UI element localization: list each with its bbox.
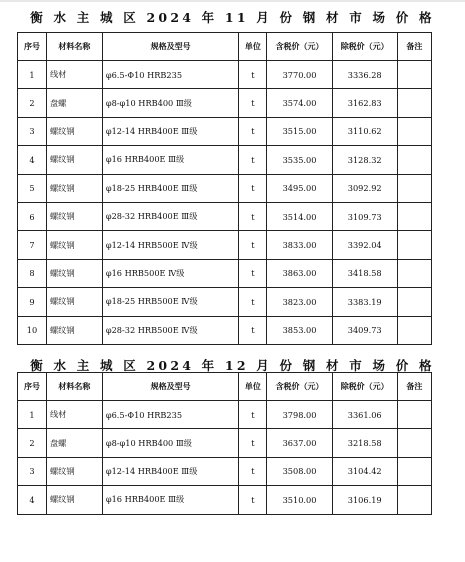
- cell-tax-price: 3508.00: [267, 457, 332, 485]
- cell-material-name: 盘螺: [46, 429, 102, 457]
- cell-note: [397, 174, 431, 202]
- header-cell-no: 序号: [18, 33, 47, 61]
- table-row: [18, 174, 432, 202]
- section-title-november: 衡 水 主 城 区 2024 年 11 月 份 钢 材 市 场 价 格: [30, 10, 435, 25]
- cell-pretax-price: 3092.92: [332, 174, 397, 202]
- cell-material-name: 线材: [46, 401, 102, 429]
- cell-pretax-price: 3162.83: [332, 89, 397, 117]
- cell-unit: t: [239, 117, 267, 145]
- table-row: [18, 486, 432, 514]
- cell-tax-price: 3535.00: [267, 146, 332, 174]
- header-cell-tax-price: 含税价（元）: [267, 33, 332, 61]
- cell-note: [397, 316, 431, 344]
- cell-spec: φ18-25 HRB400E Ⅲ级: [102, 174, 239, 202]
- cell-no: 2: [18, 429, 47, 457]
- cell-unit: t: [239, 429, 267, 457]
- cell-tax-price: 3515.00: [267, 117, 332, 145]
- cell-spec: φ16 HRB400E Ⅲ级: [102, 486, 239, 514]
- cell-no: 5: [18, 174, 47, 202]
- cell-tax-price: 3833.00: [267, 231, 332, 259]
- table-row: [18, 457, 432, 485]
- cell-spec: φ12-14 HRB400E Ⅲ级: [102, 117, 239, 145]
- cell-material-name: 螺纹钢: [46, 117, 102, 145]
- cell-material-name: 螺纹钢: [46, 259, 102, 287]
- cell-spec: φ8-φ10 HRB400 Ⅲ级: [102, 89, 239, 117]
- table-row: [18, 316, 432, 344]
- cell-tax-price: 3863.00: [267, 259, 332, 287]
- cell-spec: φ28-32 HRB400E Ⅲ级: [102, 202, 239, 230]
- cell-pretax-price: 3106.19: [332, 486, 397, 514]
- cell-note: [397, 457, 431, 485]
- cell-tax-price: 3853.00: [267, 316, 332, 344]
- cell-material-name: 螺纹钢: [46, 457, 102, 485]
- cell-pretax-price: 3128.32: [332, 146, 397, 174]
- header-cell-unit: 单位: [239, 373, 267, 401]
- cell-unit: t: [239, 89, 267, 117]
- cell-note: [397, 146, 431, 174]
- cell-note: [397, 89, 431, 117]
- cell-pretax-price: 3392.04: [332, 231, 397, 259]
- header-cell-pretax-price: 除税价（元）: [332, 33, 397, 61]
- table-header-row: [18, 373, 432, 401]
- cell-unit: t: [239, 457, 267, 485]
- cell-note: [397, 117, 431, 145]
- price-table-december: [17, 372, 432, 515]
- header-cell-note: 备注: [397, 373, 431, 401]
- cell-unit: t: [239, 202, 267, 230]
- cell-pretax-price: 3336.28: [332, 61, 397, 89]
- cell-note: [397, 231, 431, 259]
- header-cell-pretax-price: 除税价（元）: [332, 373, 397, 401]
- cell-pretax-price: 3104.42: [332, 457, 397, 485]
- cell-tax-price: 3574.00: [267, 89, 332, 117]
- cell-note: [397, 288, 431, 316]
- cell-spec: φ6.5-Φ10 HRB235: [102, 401, 239, 429]
- cell-spec: φ12-14 HRB400E Ⅲ级: [102, 457, 239, 485]
- cell-unit: t: [239, 259, 267, 287]
- cell-material-name: 螺纹钢: [46, 316, 102, 344]
- section-title-december: 衡 水 主 城 区 2024 年 12 月 份 钢 材 市 场 价 格: [30, 358, 435, 373]
- table-row: [18, 89, 432, 117]
- cell-pretax-price: 3409.73: [332, 316, 397, 344]
- cell-spec: φ16 HRB500E Ⅳ级: [102, 259, 239, 287]
- table-row: [18, 202, 432, 230]
- cell-no: 7: [18, 231, 47, 259]
- cell-spec: φ8-φ10 HRB400 Ⅲ级: [102, 429, 239, 457]
- cell-pretax-price: 3418.58: [332, 259, 397, 287]
- cell-no: 6: [18, 202, 47, 230]
- cell-tax-price: 3514.00: [267, 202, 332, 230]
- cell-unit: t: [239, 401, 267, 429]
- cell-no: 3: [18, 117, 47, 145]
- table-row: [18, 231, 432, 259]
- price-table-november: [17, 32, 432, 345]
- header-cell-tax-price: 含税价（元）: [267, 373, 332, 401]
- cell-material-name: 螺纹钢: [46, 174, 102, 202]
- header-cell-no: 序号: [18, 373, 47, 401]
- cell-spec: φ18-25 HRB500E Ⅳ级: [102, 288, 239, 316]
- cell-no: 2: [18, 89, 47, 117]
- cell-material-name: 螺纹钢: [46, 288, 102, 316]
- table-row: [18, 429, 432, 457]
- cell-note: [397, 202, 431, 230]
- cell-material-name: 螺纹钢: [46, 202, 102, 230]
- cell-no: 8: [18, 259, 47, 287]
- cell-tax-price: 3770.00: [267, 61, 332, 89]
- table-row: [18, 288, 432, 316]
- cell-tax-price: 3510.00: [267, 486, 332, 514]
- page-top-edge: [0, 0, 465, 2]
- cell-tax-price: 3495.00: [267, 174, 332, 202]
- cell-tax-price: 3798.00: [267, 401, 332, 429]
- header-cell-unit: 单位: [239, 33, 267, 61]
- header-cell-note: 备注: [397, 33, 431, 61]
- cell-note: [397, 486, 431, 514]
- cell-note: [397, 259, 431, 287]
- cell-material-name: 螺纹钢: [46, 146, 102, 174]
- cell-pretax-price: 3109.73: [332, 202, 397, 230]
- cell-unit: t: [239, 486, 267, 514]
- cell-no: 1: [18, 61, 47, 89]
- cell-no: 10: [18, 316, 47, 344]
- cell-note: [397, 61, 431, 89]
- cell-unit: t: [239, 174, 267, 202]
- cell-note: [397, 429, 431, 457]
- table-header-row: [18, 33, 432, 61]
- cell-material-name: 线材: [46, 61, 102, 89]
- cell-unit: t: [239, 316, 267, 344]
- cell-material-name: 螺纹钢: [46, 486, 102, 514]
- cell-spec: φ12-14 HRB500E Ⅳ级: [102, 231, 239, 259]
- cell-tax-price: 3823.00: [267, 288, 332, 316]
- cell-unit: t: [239, 146, 267, 174]
- cell-no: 3: [18, 457, 47, 485]
- cell-note: [397, 401, 431, 429]
- cell-spec: φ6.5-Φ10 HRB235: [102, 61, 239, 89]
- cell-spec: φ28-32 HRB500E Ⅳ级: [102, 316, 239, 344]
- header-cell-name: 材料名称: [46, 373, 102, 401]
- cell-pretax-price: 3383.19: [332, 288, 397, 316]
- table-row: [18, 117, 432, 145]
- table-row: [18, 259, 432, 287]
- cell-no: 9: [18, 288, 47, 316]
- cell-tax-price: 3637.00: [267, 429, 332, 457]
- cell-no: 4: [18, 486, 47, 514]
- cell-pretax-price: 3110.62: [332, 117, 397, 145]
- cell-pretax-price: 3361.06: [332, 401, 397, 429]
- cell-unit: t: [239, 288, 267, 316]
- header-cell-spec: 规格及型号: [102, 33, 239, 61]
- cell-spec: φ16 HRB400E Ⅲ级: [102, 146, 239, 174]
- header-cell-spec: 规格及型号: [102, 373, 239, 401]
- cell-pretax-price: 3218.58: [332, 429, 397, 457]
- cell-no: 4: [18, 146, 47, 174]
- header-cell-name: 材料名称: [46, 33, 102, 61]
- table-row: [18, 146, 432, 174]
- cell-unit: t: [239, 231, 267, 259]
- cell-material-name: 螺纹钢: [46, 231, 102, 259]
- table-row: [18, 61, 432, 89]
- cell-unit: t: [239, 61, 267, 89]
- table-row: [18, 401, 432, 429]
- cell-material-name: 盘螺: [46, 89, 102, 117]
- cell-no: 1: [18, 401, 47, 429]
